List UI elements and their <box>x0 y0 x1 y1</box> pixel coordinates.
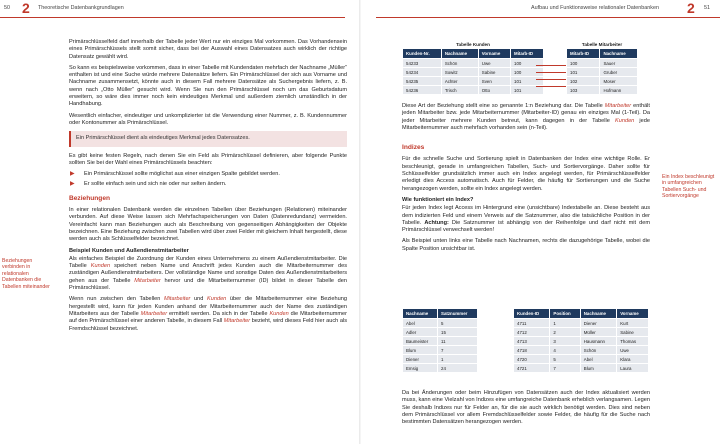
table-cell: Thomas <box>617 337 649 346</box>
table-cell: 100 <box>511 59 544 68</box>
right-page-number: 51 <box>704 5 710 11</box>
table-cell: 3 <box>550 337 580 346</box>
table-row <box>514 364 649 373</box>
text-run: Als einfaches Beispiel die Zuordnung der Kunden eines Unternehmens zu einem Außendienstmitarbeiter. Die Tabelle <box>69 255 347 270</box>
right-chapter-number: 2 <box>687 0 695 16</box>
bullet-item <box>69 181 347 188</box>
table-header: Vorname <box>617 309 649 319</box>
table-cell: 54233 <box>403 59 442 68</box>
highlight-term: Mitarbeiter <box>164 296 191 303</box>
text-run: und <box>190 296 207 303</box>
table-cell: 54235 <box>403 77 442 86</box>
table-header: Kunden-Nr. <box>403 49 442 59</box>
table-header: Nachname <box>441 49 478 59</box>
table-cell: 1 <box>438 355 478 364</box>
table-cell: Moser <box>600 77 638 86</box>
table-row <box>403 77 544 86</box>
table-cell: Abel <box>580 355 616 364</box>
highlight-term: Mitarbeiter <box>140 310 168 317</box>
text-run: ermittelt werden. Da sich in der Tabelle <box>167 310 270 317</box>
table-header: Satznummer <box>438 309 478 319</box>
example-heading: Beispiel Kunden und Außendienstmitarbeiter <box>69 247 189 254</box>
table-row <box>514 337 649 346</box>
table-row <box>403 355 478 364</box>
table-row <box>514 328 649 337</box>
paragraph: Da bei Änderungen oder beim Hinzufügen von Datensätzen auch der Index aktualisiert werden muss, kann eine Vielzahl von Indizes eine umfangreiche Datenbank erheblich verlangsamen. Legen Sie deshalb Indizes nur für Felder an, für die sie auch wirklich benötigt werden. Dies sind neben dem Primärschlüssel vor allem Fremdschlüsselfelder sowie Felder, die häufig für die Suche nach bestimmten Datensätzen herangezogen werden. <box>402 390 650 426</box>
table-cell: 15 <box>438 328 478 337</box>
paragraph: In einer relationalen Datenbank werden die einzelnen Tabellen über Beziehungen (Relationen) miteinander verbunden. Auf diese Weise lassen sich Mehrfachspeicherungen von Daten (Datenredundanz) vermeiden. Vereinfacht kann man Beziehungen auch als Beschreibung von gegenseitigen Abhängigkeiten der Objekte bezeichnen. Eine Beziehung zwischen zwei Tabellen wird über zwei Felder mit gleichem Inhalt hergestellt, diese werden auch als Schlüsselfelder bezeichnet. <box>69 207 347 243</box>
right-running-title: Aufbau und Funktionsweise relationaler Datenbanken <box>531 5 659 11</box>
paragraph: Als Beispiel unten links eine Tabelle nach Nachnamen, rechts die dazugehörige Tabelle, wobei die Spalte Position unsichtbar ist. <box>402 238 650 252</box>
text-run: enthält jeden Mitarbeiter bzw. jede Mitarbeiternummer (Mitarbeiter-ID) genau ein einziges Mal (1-Teil). Da jeder Mitarbeiter mehrere Kunden betreut, kann dagegen in der Tabelle <box>402 103 650 124</box>
table-row <box>403 364 478 373</box>
table-row <box>403 328 478 337</box>
paragraph: Es gibt keine festen Regeln, nach denen Sie ein Feld als Primärschlüssel definieren, aber folgende Punkte sollten Sie bei der Wahl eines Primärschlüssels beachten: <box>69 152 347 166</box>
table-header: Vorname <box>478 49 510 59</box>
subheading-how-index-works: Wie funktioniert ein Index? <box>402 196 474 203</box>
table-cell: 5 <box>438 319 478 328</box>
table-cell: Hausmann <box>580 337 616 346</box>
table-header: Position <box>550 309 580 319</box>
highlight-term: Kunden <box>207 296 227 303</box>
page-gutter <box>359 0 361 444</box>
table-cell: 4 <box>550 346 580 355</box>
table-cell: Müller <box>580 328 616 337</box>
table-cell: 11 <box>438 337 478 346</box>
table-cell: 101 <box>567 68 600 77</box>
table-cell: 4713 <box>514 337 550 346</box>
highlight-term: Mitarbeiter <box>134 277 161 284</box>
data-table <box>513 308 649 373</box>
highlight-term: Mitarbeiter <box>604 103 632 109</box>
paragraph: So kann es beispielsweise vorkommen, dass in einer Tabelle mit Kundendaten mehrfach der Nachname „Müller“ enthalten ist und eine Suche würde mehrere Datensätze liefern. Ein Primärschlüssel der sich aus Vorname und Nachname zusammensetzt, könnte auch in diesem Fall mehrere Datensätze als Suchergebnis liefern, z. B. wenn nach „Otto Müller“ gesucht wird. Wenn Sie nun den Primärschlüssel noch um das Geburtsdatum erweitern, so wäre dies immer noch kein eindeutiges Merkmal und außerdem ziemlich umständlich in der Handhabung. <box>69 64 347 108</box>
index-table <box>402 308 478 373</box>
paragraph <box>402 103 650 132</box>
table-header: Mitarb-ID <box>567 49 600 59</box>
table-cell: Diener <box>580 319 616 328</box>
bullet-text: Er sollte einfach sein und sich nie oder nur selten ändern. <box>84 181 227 188</box>
table-cell: 7 <box>550 364 580 373</box>
paragraph: Wesentlich einfacher, eindeutiger und unkomplizierter ist die Verwendung einer Nummer, z. B. Kundennummer oder Kontonummer als Primärschlüssel. <box>69 112 347 126</box>
table-cell: Abel <box>403 319 438 328</box>
table-cell: 102 <box>567 77 600 86</box>
table-row <box>567 77 638 86</box>
right-header-rule <box>376 17 720 18</box>
text-run: hervor und die Mitarbeiternummer (ID) bildet in dieser Tabelle den Primärschlüssel. <box>69 277 348 292</box>
relationship-arrow <box>536 65 566 66</box>
table-cell: Sven <box>478 77 510 86</box>
section-heading-indizes: Indizes <box>402 144 425 152</box>
table-row <box>567 86 638 95</box>
relationship-arrow <box>536 72 566 73</box>
text-run: Für jeden Index legt Access im Hintergrund eine (unsichtbare) Indextabelle an. Diese besteht aus dem indizierten Feld und einem Verweis auf die Satznummer, also die tatsächliche Position in der Tabelle. <box>402 205 650 226</box>
table-cell: Achter <box>441 77 478 86</box>
table-row <box>403 346 478 355</box>
table-cell: 54234 <box>403 68 442 77</box>
triangle-bullet-icon: ▶ <box>70 181 75 188</box>
highlight-term: Kunden <box>90 263 111 270</box>
highlight-term: Kunden <box>269 310 289 317</box>
table-cell: 24 <box>438 364 478 373</box>
table-cell: 4721 <box>514 364 550 373</box>
kunden-table <box>402 48 544 95</box>
highlight-term: Mitarbeiter <box>223 318 251 325</box>
table-cell: Kurt <box>617 319 649 328</box>
table-row <box>403 68 544 77</box>
table-cell: Uwe <box>478 59 510 68</box>
table-cell: 100 <box>567 59 600 68</box>
table-cell: 54236 <box>403 86 442 95</box>
table-cell: Trisch <box>441 86 478 95</box>
paragraph <box>402 205 650 234</box>
table-cell: 4718 <box>514 346 550 355</box>
left-header-rule <box>0 17 345 18</box>
table-cell: 103 <box>567 86 600 95</box>
text-run: bezieht, wird dieses Feld hier auch als Fremdschlüssel bezeichnet. <box>69 318 347 332</box>
relationship-arrow <box>536 79 566 80</box>
triangle-bullet-icon: ▶ <box>70 171 75 178</box>
table-cell: Schön <box>580 346 616 355</box>
paragraph: Für die schnelle Suche und Sortierung spielt in Datenbanken der Index eine wichtige Rolle. Er beschleunigt, gerade in umfangreichen Tabellen, Such- und Sortiervorgänge. Daher sollte für Schlüsselfelder grundsätzlich immer auch ein Index angelegt werden, für Primärschlüsselfelder erledigt dies Access automatisch. Auch für Felder, die häufig für Sortierungen und die Suche herangezogen werden, sollte ein Index angelegt werden. <box>402 156 650 192</box>
table-cell: Otto <box>478 86 510 95</box>
table-cell: Sauer <box>600 59 638 68</box>
table-header: Mitarb-ID <box>511 49 544 59</box>
table-cell: 101 <box>511 86 544 95</box>
paragraph <box>69 296 347 332</box>
table-header: Kunden-ID <box>514 309 550 319</box>
kunden-table-block <box>402 42 544 95</box>
right-closing-column <box>402 390 650 430</box>
table-row <box>403 86 544 95</box>
table-cell: Baumeister <box>403 337 438 346</box>
table-cell: Uwe <box>617 346 649 355</box>
table-row <box>567 68 638 77</box>
table-cell: Hofmann <box>600 86 638 95</box>
table-cell: 4720 <box>514 355 550 364</box>
left-running-title: Theoretische Datenbankgrundlagen <box>38 5 124 11</box>
text-run: Wenn nun zwischen den Tabellen <box>69 296 164 303</box>
table-cell: Gruber <box>600 68 638 77</box>
table-cell: Emsig <box>403 364 438 373</box>
table-row <box>403 337 478 346</box>
table-cell: Sowitz <box>441 68 478 77</box>
table-row <box>514 346 649 355</box>
section-heading-beziehungen: Beziehungen <box>69 194 111 202</box>
table-caption: Tabelle Kunden <box>456 42 490 47</box>
text-run: speichert neben Name und Anschrift jedes Kunden auch die Mitarbeiternummer des zuständigen Außendienstmitarbeiters. Der vollständige Name und sonstige Daten des Außendienstmitarbeiters gehen aus der Tabelle <box>69 263 347 284</box>
warning-label: Achtung: <box>424 219 449 226</box>
table-cell: 101 <box>511 77 544 86</box>
table-row <box>567 59 638 68</box>
table-cell: Sabine <box>617 328 649 337</box>
index-table-block <box>402 308 478 373</box>
table-cell: 2 <box>550 328 580 337</box>
table-caption: Tabelle Mitarbeiter <box>581 42 623 47</box>
table-cell: Adler <box>403 328 438 337</box>
bullet-text: Ein Primärschlüssel sollte möglichst aus einer einzigen Spalte gebildet werden. <box>84 171 280 178</box>
table-row <box>514 319 649 328</box>
text-run: über die Mitarbeiternummer eine Beziehung hergestellt wird, kann für jeden Kunden anhand der Mitarbeiternummer auch der Name des zuständigen Mitarbeiters aus der Tabelle <box>69 296 347 317</box>
table-header: Nachname <box>580 309 616 319</box>
table-row <box>514 355 649 364</box>
bullet-item <box>69 171 347 178</box>
highlight-term: Kunden <box>615 117 635 124</box>
table-cell: 4711 <box>514 319 550 328</box>
mitarbeiter-table-block <box>566 42 638 95</box>
table-cell: Blum <box>403 346 438 355</box>
table-row <box>403 319 478 328</box>
table-cell: Diener <box>403 355 438 364</box>
table-row <box>403 59 544 68</box>
table-cell: Blum <box>580 364 616 373</box>
right-margin-note: Ein Index beschleunigt in umfangreichen Tabellen Such- und Sortiervorgänge <box>662 174 715 200</box>
table-header: Nachname <box>600 49 638 59</box>
text-run: jede Mitarbeiternummer auch mehrfach vorhanden sein (n-Teil). <box>402 117 650 131</box>
table-cell: 5 <box>550 355 580 364</box>
paragraph <box>69 256 347 292</box>
table-cell: 7 <box>438 346 478 355</box>
text-run: Die Satznummer ist abhängig von der Reihenfolge und darf nicht mit dem Primärschlüssel verwechselt werden! <box>402 219 650 234</box>
table-cell: Sabine <box>478 68 510 77</box>
left-text-column <box>69 39 347 337</box>
data-table-block <box>513 308 649 373</box>
table-cell: 100 <box>511 68 544 77</box>
left-margin-note: Beziehungen verbinden in relationalen Datenbanken die Tabellen miteinander <box>2 258 50 290</box>
info-box: Ein Primärschlüssel dient als eindeutiges Merkmal jedes Datensatzes. <box>69 131 347 146</box>
text-run: die Mitarbeiternummer auf den Primärschlüssel einer anderen Tabelle, in diesem Fall <box>69 310 348 325</box>
relationship-arrow <box>536 86 566 87</box>
text-run: Diese Art der Beziehung stellt eine so genannte 1:n Beziehung dar. Die Tabelle <box>402 103 605 109</box>
left-chapter-number: 2 <box>22 0 30 16</box>
mitarbeiter-table <box>566 48 638 95</box>
table-cell: 4712 <box>514 328 550 337</box>
paragraph: Primärschlüsselfeld darf innerhalb der Tabelle jeder Wert nur ein einziges Mal vorkommen. Das Vorhandensein eines Primärschlüssels stellt somit sicher, dass bei der Auswahl eines Datensatzes auch wirklich der richtige Datensatz gewählt wird. <box>69 39 347 60</box>
table-cell: Laura <box>617 364 649 373</box>
left-page-number: 50 <box>4 5 10 11</box>
table-cell: Schön <box>441 59 478 68</box>
table-header: Nachname <box>403 309 438 319</box>
table-cell: 1 <box>550 319 580 328</box>
table-cell: Klara <box>617 355 649 364</box>
right-text-column <box>402 103 650 257</box>
